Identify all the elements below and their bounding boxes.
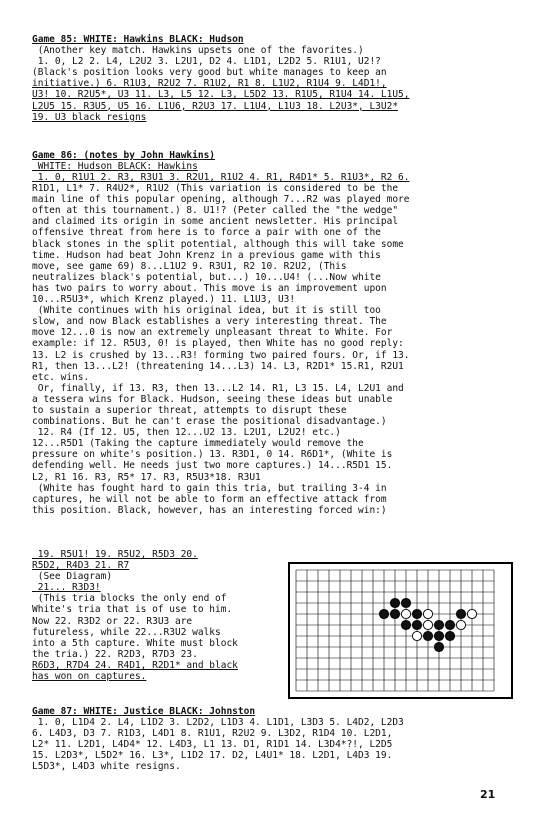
- black-stone: [401, 620, 410, 629]
- game-86-line: etc. wins.: [32, 371, 90, 383]
- game-86-line: 1. 0, R1U1 2. R3, R3U1 3. R2U1, R1U2 4. R1, R4D1* 5. R1U3*, R2 6.: [32, 172, 410, 183]
- white-stone: [467, 609, 476, 618]
- game-86-line: (This tria blocks the only end of: [32, 593, 227, 605]
- game-86-line: main line of this popular opening, although 7...R2 was played more: [32, 194, 410, 206]
- game-86-line: and claimed its origin in some ancient newsletter. His principal: [32, 216, 399, 228]
- game-87-line: L2* 11. L2D1, L4D4* 12. L4D3, L1 13. D1, R1D1 14. L3D4*?!, L2D5: [32, 739, 393, 751]
- game-86-line: 21... R3D3!: [32, 582, 101, 594]
- game-86-line: into a 5th capture. White must block: [32, 637, 238, 649]
- game-86-line: (See Diagram): [32, 571, 113, 583]
- white-stone: [401, 609, 410, 618]
- black-stone: [390, 598, 399, 607]
- game-86-line: 12...R5D1 (Taking the capture immediately would remove the: [32, 438, 364, 450]
- game-85-heading: Game 85: WHITE: Hawkins BLACK: Hudson: [32, 34, 244, 45]
- game-86-line: move 12...0 is now an extremely unpleasant threat to White. For: [32, 327, 393, 339]
- game-86-line: defending well. He needs just two more captures.) 14...R5D1 15.: [32, 460, 393, 472]
- game-86-line: move, see game 69) 8...L1U2 9. R3U1, R2 10. R2U2, (This: [32, 260, 347, 272]
- game-86-line: 12. R4 (If 12. U5, then 12...U2 13. L2U1, L2U2! etc.): [32, 427, 341, 439]
- game-87-line: 15. L2D3*, L5D2* 16. L3*, L1D2 17. D2, L4U1* 18. L2D1, L4D3 19.: [32, 750, 393, 762]
- black-stone: [379, 609, 388, 618]
- game-86-line: L2, R1 16. R3, R5* 17. R3, R5U3*18. R3U1: [32, 471, 261, 483]
- game-87-line: 6. L4D3, D3 7. R1D3, L4D1 8. R1U1, R2U2 9. L3D2, R1D4 10. L2D1,: [32, 728, 393, 740]
- game-85-line: U3! 10. R2U5*, U3 11. L3, L5 12. L3, L5D2 13. R1U5, R1U4 14. L1U5,: [32, 89, 410, 101]
- game-86-players: WHITE: Hudson BLACK: Hawkins: [32, 161, 198, 173]
- game-86-line: slow, and now Black establishes a very interesting threat. The: [32, 316, 387, 328]
- game-86-line: R1, then 13...L2! (threatening 14...L3) 14. L3, R2D1* 15.R1, R2U1: [32, 360, 404, 372]
- game-86-line: has won on captures.: [32, 671, 147, 683]
- game-85-line: L2U5 15. R3U5, U5 16. L1U6, R2U3 17. L1U4, L1U3 18. L2U3*, L3U2*: [32, 100, 399, 112]
- game-85-line: 1. 0, L2 2. L4, L2U2 3. L2U1, D2 4. L1D1, L2D2 5. R1U1, U2!?: [32, 56, 381, 68]
- black-stone: [445, 620, 454, 629]
- game-87-section: [32, 706, 510, 773]
- black-stone: [434, 620, 443, 629]
- game-86-line: (White has fought hard to gain this tria, but trailing 3-4 in: [32, 482, 387, 494]
- game-86-line: White's tria that is of use to him.: [32, 604, 233, 616]
- black-stone: [412, 620, 421, 629]
- board-frame: [289, 563, 512, 698]
- game-86-body: [32, 172, 510, 516]
- game-86-line: captures, he will not be able to form an effective attack from: [32, 493, 387, 505]
- game-86-line: example: if 12. R5U3, 0! is played, then White has no good reply:: [32, 338, 404, 350]
- game-86-section: [32, 150, 510, 172]
- game-86-line: a tessera wins for Black. Hudson, seeing these ideas but unable: [32, 393, 393, 405]
- game-86-line: often at this tournament.) 8. U1!? (Peter called the "the wedge": [32, 205, 399, 217]
- black-stone: [445, 631, 454, 640]
- game-85-section: [32, 34, 510, 123]
- game-86-heading: Game 86: (notes by John Hawkins): [32, 150, 216, 161]
- game-86-line: has two pairs to worry about. This move is an improvement upon: [32, 282, 387, 294]
- white-stone: [423, 609, 432, 618]
- game-86-line: R5D2, R4D3 21. R7: [32, 560, 130, 572]
- black-stone: [423, 631, 432, 640]
- black-stone: [434, 631, 443, 640]
- game-86-line: Or, finally, if 13. R3, then 13...L2 14. R1, L3 15. L4, L2U1 and: [32, 382, 404, 394]
- game-86-line: to sustain a superior threat, attempts to disrupt these: [32, 404, 347, 416]
- game-86-line: the tria.) 22. R2D3, R7D3 23.: [32, 648, 198, 660]
- game-86-line: time. Hudson had beat John Krenz in a previous game with this: [32, 249, 381, 261]
- game-85-line: 19. U3 black resigns: [32, 111, 147, 123]
- board-diagram: [288, 562, 513, 699]
- black-stone: [434, 642, 443, 651]
- black-stone: [401, 598, 410, 607]
- game-85-line: (Black's position looks very good but white manages to keep an: [32, 67, 387, 79]
- game-87-line: 1. 0, L1D4 2. L4, L1D2 3. L2D2, L1D3 4. L1D1, L3D3 5. L4D2, L2D3: [32, 717, 404, 729]
- white-stone: [423, 620, 432, 629]
- white-stone: [456, 620, 465, 629]
- white-stone: [412, 631, 421, 640]
- game-86-diagram-notes: [32, 549, 287, 682]
- page-number: 21: [480, 788, 496, 801]
- game-86-line: pressure on white's position.) 13. R3D1, 0 14. R6D1*, (White is: [32, 449, 393, 461]
- game-86-line: combinations. But he can't erase the positional disadvantage.): [32, 416, 387, 428]
- game-86-line: 13. L2 is crushed by 13...R3! forming two paired fours. Or, if 13.: [32, 349, 410, 361]
- game-87-line: L5D3*, L4D3 white resigns.: [32, 761, 181, 773]
- black-stone: [456, 609, 465, 618]
- game-86-line: black stones in the split potential, although this will take some: [32, 238, 404, 250]
- game-86-line: futureless, while 22...R3U2 walks: [32, 626, 221, 638]
- game-86-line: 10...R5U3*, which Krenz played.) 11. L1U3, U3!: [32, 294, 296, 306]
- game-86-line: 19. R5U1! 19. R5U2, R5D3 20.: [32, 549, 198, 560]
- game-86-line: R1D1, L1* 7. R4U2*, R1U2 (This variation is considered to be the: [32, 183, 399, 195]
- black-stone: [390, 609, 399, 618]
- game-85-line: initiative.) 6. R1U3, R2U2 7. R1U2, R1 8. L1U2, R1U4 9. L4D1!,: [32, 78, 387, 90]
- game-86-line: (White continues with his original idea, but it is still too: [32, 305, 381, 317]
- game-85-line: (Another key match. Hawkins upsets one of the favorites.): [32, 45, 364, 57]
- game-86-line: offensive threat from here is to force a pair with one of the: [32, 227, 381, 239]
- game-86-line: R6D3, R7D4 24. R4D1, R2D1* and black: [32, 659, 238, 671]
- game-86-line: Now 22. R3D2 or 22. R3U3 are: [32, 615, 193, 627]
- black-stone: [412, 609, 421, 618]
- game-86-line: neutralizes black's potential, but...) 10...U4! (...Now white: [32, 271, 381, 283]
- game-87-heading: Game 87: WHITE: Justice BLACK: Johnston: [32, 706, 256, 717]
- game-86-line: this position. Black, however, has an interesting forced win:): [32, 504, 387, 516]
